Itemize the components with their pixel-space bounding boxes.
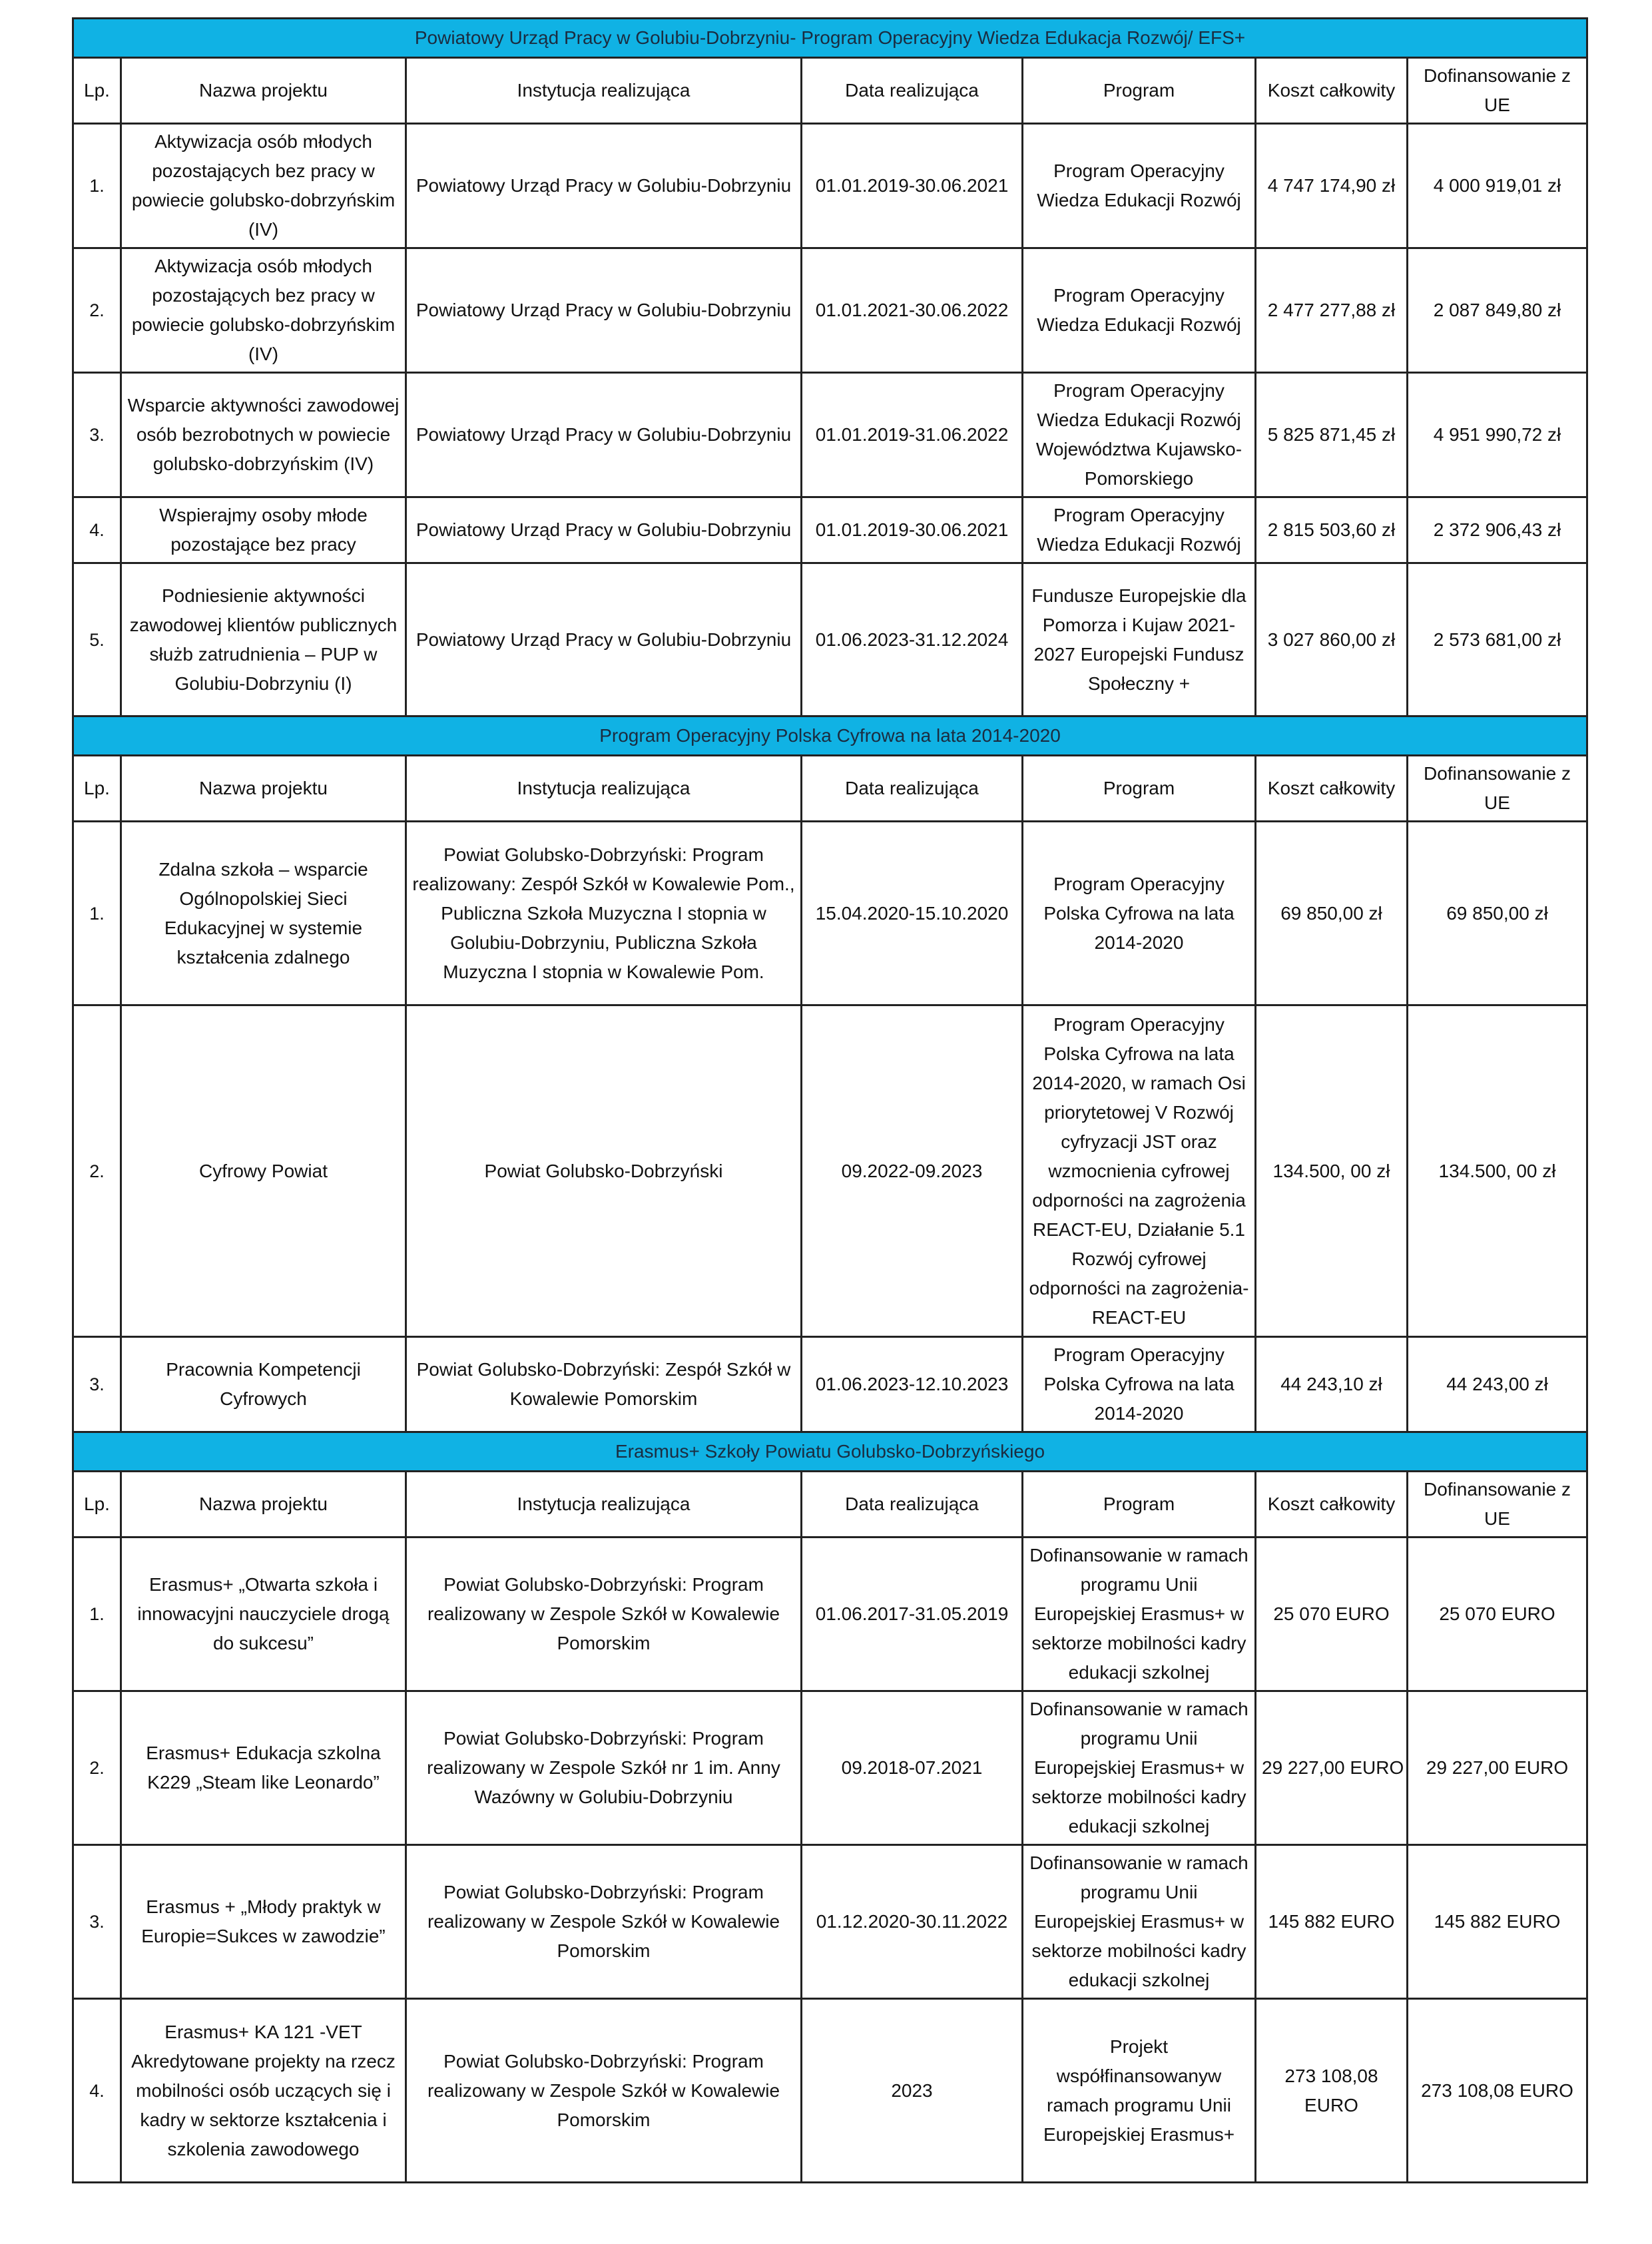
cell-institution: Powiatowy Urząd Pracy w Golubiu-Dobrzyniu <box>406 124 802 248</box>
table-row <box>73 822 1587 1005</box>
cell-total-cost: 2 815 503,60 zł <box>1256 497 1408 563</box>
cell-lp: 2. <box>73 1691 121 1845</box>
section-banner-row <box>73 1432 1587 1472</box>
column-header-eu-funding: Dofinansowanie z UE <box>1408 1472 1587 1538</box>
cell-total-cost: 145 882 EURO <box>1256 1845 1408 1999</box>
cell-eu-funding: 2 573 681,00 zł <box>1408 563 1587 716</box>
cell-total-cost: 5 825 871,45 zł <box>1256 373 1408 497</box>
cell-institution: Powiat Golubsko-Dobrzyński: Program realizowany w Zespole Szkół w Kowalewie Pomorskim <box>406 1538 802 1691</box>
cell-lp: 2. <box>73 1005 121 1337</box>
column-header-program: Program <box>1023 1472 1256 1538</box>
cell-name: Podniesienie aktywności zawodowej klientów publicznych służb zatrudnienia – PUP w Golubiu-Dobrzyniu (I) <box>121 563 406 716</box>
cell-eu-funding: 29 227,00 EURO <box>1408 1691 1587 1845</box>
cell-program: Dofinansowanie w ramach programu Unii Europejskiej Erasmus+ w sektorze mobilności kadry edukacji szkolnej <box>1023 1538 1256 1691</box>
table-row <box>73 1337 1587 1432</box>
cell-total-cost: 4 747 174,90 zł <box>1256 124 1408 248</box>
cell-eu-funding: 4 000 919,01 zł <box>1408 124 1587 248</box>
cell-date: 01.01.2019-31.06.2022 <box>802 373 1023 497</box>
cell-institution: Powiatowy Urząd Pracy w Golubiu-Dobrzyniu <box>406 373 802 497</box>
table-row <box>73 1999 1587 2183</box>
cell-name: Erasmus+ KA 121 -VET Akredytowane projekty na rzecz mobilności osób uczących się i kadry w sektorze kształcenia i szkolenia zawodowego <box>121 1999 406 2183</box>
cell-program: Fundusze Europejskie dla Pomorza i Kujaw 2021-2027 Europejski Fundusz Społeczny + <box>1023 563 1256 716</box>
section-title: Program Operacyjny Polska Cyfrowa na lata 2014-2020 <box>73 716 1587 756</box>
cell-total-cost: 273 108,08 EURO <box>1256 1999 1408 2183</box>
cell-name: Cyfrowy Powiat <box>121 1005 406 1337</box>
cell-eu-funding: 2 372 906,43 zł <box>1408 497 1587 563</box>
cell-name: Wspierajmy osoby młode pozostające bez pracy <box>121 497 406 563</box>
cell-lp: 5. <box>73 563 121 716</box>
cell-total-cost: 29 227,00 EURO <box>1256 1691 1408 1845</box>
cell-lp: 4. <box>73 497 121 563</box>
cell-name: Aktywizacja osób młodych pozostających bez pracy w powiecie golubsko-dobrzyńskim (IV) <box>121 124 406 248</box>
table-row <box>73 1691 1587 1845</box>
cell-name: Erasmus+ Edukacja szkolna K229 „Steam like Leonardo” <box>121 1691 406 1845</box>
cell-program: Program Operacyjny Wiedza Edukacji Rozwój Województwa Kujawsko-Pomorskiego <box>1023 373 1256 497</box>
cell-lp: 3. <box>73 1845 121 1999</box>
cell-institution: Powiat Golubsko-Dobrzyński: Zespół Szkół w Kowalewie Pomorskim <box>406 1337 802 1432</box>
header-row <box>73 58 1587 124</box>
cell-date: 09.2022-09.2023 <box>802 1005 1023 1337</box>
column-header-institution: Instytucja realizująca <box>406 1472 802 1538</box>
column-header-program: Program <box>1023 756 1256 822</box>
cell-lp: 3. <box>73 373 121 497</box>
cell-date: 01.01.2019-30.06.2021 <box>802 124 1023 248</box>
cell-total-cost: 44 243,10 zł <box>1256 1337 1408 1432</box>
column-header-name: Nazwa projektu <box>121 1472 406 1538</box>
cell-program: Dofinansowanie w ramach programu Unii Europejskiej Erasmus+ w sektorze mobilności kadry edukacji szkolnej <box>1023 1691 1256 1845</box>
table-body <box>73 19 1587 2183</box>
section-title: Powiatowy Urząd Pracy w Golubiu-Dobrzyniu- Program Operacyjny Wiedza Edukacja Rozwój/ EFS+ <box>73 19 1587 58</box>
cell-date: 01.06.2023-31.12.2024 <box>802 563 1023 716</box>
table-row <box>73 1845 1587 1999</box>
cell-date: 01.06.2023-12.10.2023 <box>802 1337 1023 1432</box>
cell-eu-funding: 4 951 990,72 zł <box>1408 373 1587 497</box>
projects-table <box>72 17 1588 2183</box>
cell-name: Pracownia Kompetencji Cyfrowych <box>121 1337 406 1432</box>
cell-date: 2023 <box>802 1999 1023 2183</box>
cell-name: Wsparcie aktywności zawodowej osób bezrobotnych w powiecie golubsko-dobrzyńskim (IV) <box>121 373 406 497</box>
section-banner-row <box>73 716 1587 756</box>
column-header-date: Data realizująca <box>802 58 1023 124</box>
table-row <box>73 563 1587 716</box>
header-row <box>73 756 1587 822</box>
table-row <box>73 497 1587 563</box>
column-header-eu-funding: Dofinansowanie z UE <box>1408 58 1587 124</box>
cell-name: Erasmus + „Młody praktyk w Europie=Sukces w zawodzie” <box>121 1845 406 1999</box>
column-header-date: Data realizująca <box>802 1472 1023 1538</box>
column-header-total-cost: Koszt całkowity <box>1256 756 1408 822</box>
cell-lp: 1. <box>73 124 121 248</box>
projects-document <box>72 17 1586 2183</box>
cell-total-cost: 2 477 277,88 zł <box>1256 248 1408 373</box>
cell-total-cost: 25 070 EURO <box>1256 1538 1408 1691</box>
cell-eu-funding: 25 070 EURO <box>1408 1538 1587 1691</box>
column-header-lp: Lp. <box>73 756 121 822</box>
cell-eu-funding: 44 243,00 zł <box>1408 1337 1587 1432</box>
cell-eu-funding: 2 087 849,80 zł <box>1408 248 1587 373</box>
cell-program: Program Operacyjny Wiedza Edukacji Rozwój <box>1023 124 1256 248</box>
cell-date: 01.12.2020-30.11.2022 <box>802 1845 1023 1999</box>
cell-name: Erasmus+ „Otwarta szkoła i innowacyjni nauczyciele drogą do sukcesu” <box>121 1538 406 1691</box>
cell-lp: 3. <box>73 1337 121 1432</box>
cell-eu-funding: 273 108,08 EURO <box>1408 1999 1587 2183</box>
cell-eu-funding: 69 850,00 zł <box>1408 822 1587 1005</box>
table-row <box>73 1005 1587 1337</box>
cell-lp: 2. <box>73 248 121 373</box>
column-header-date: Data realizująca <box>802 756 1023 822</box>
cell-institution: Powiat Golubsko-Dobrzyński <box>406 1005 802 1337</box>
column-header-program: Program <box>1023 58 1256 124</box>
cell-institution: Powiatowy Urząd Pracy w Golubiu-Dobrzyniu <box>406 563 802 716</box>
table-row <box>73 248 1587 373</box>
cell-total-cost: 134.500, 00 zł <box>1256 1005 1408 1337</box>
cell-date: 01.01.2021-30.06.2022 <box>802 248 1023 373</box>
column-header-institution: Instytucja realizująca <box>406 756 802 822</box>
cell-program: Program Operacyjny Wiedza Edukacji Rozwój <box>1023 248 1256 373</box>
column-header-lp: Lp. <box>73 58 121 124</box>
column-header-total-cost: Koszt całkowity <box>1256 58 1408 124</box>
column-header-name: Nazwa projektu <box>121 58 406 124</box>
cell-name: Zdalna szkoła – wsparcie Ogólnopolskiej Sieci Edukacyjnej w systemie kształcenia zdalnego <box>121 822 406 1005</box>
table-row <box>73 373 1587 497</box>
cell-lp: 4. <box>73 1999 121 2183</box>
cell-total-cost: 69 850,00 zł <box>1256 822 1408 1005</box>
cell-program: Projekt współfinansowanyw ramach programu Unii Europejskiej Erasmus+ <box>1023 1999 1256 2183</box>
cell-program: Program Operacyjny Polska Cyfrowa na lata 2014-2020 <box>1023 1337 1256 1432</box>
cell-program: Program Operacyjny Wiedza Edukacji Rozwój <box>1023 497 1256 563</box>
section-banner-row <box>73 19 1587 58</box>
cell-eu-funding: 134.500, 00 zł <box>1408 1005 1587 1337</box>
cell-date: 09.2018-07.2021 <box>802 1691 1023 1845</box>
cell-date: 01.06.2017-31.05.2019 <box>802 1538 1023 1691</box>
cell-program: Program Operacyjny Polska Cyfrowa na lata 2014-2020, w ramach Osi priorytetowej V Rozwój cyfryzacji JST oraz wzmocnienia cyfrowej odporności na zagrożenia REACT-EU, Działanie 5.1 Rozwój cyfrowej odporności na zagrożenia-REACT-EU <box>1023 1005 1256 1337</box>
column-header-eu-funding: Dofinansowanie z UE <box>1408 756 1587 822</box>
cell-program: Dofinansowanie w ramach programu Unii Europejskiej Erasmus+ w sektorze mobilności kadry edukacji szkolnej <box>1023 1845 1256 1999</box>
cell-date: 01.01.2019-30.06.2021 <box>802 497 1023 563</box>
cell-date: 15.04.2020-15.10.2020 <box>802 822 1023 1005</box>
column-header-total-cost: Koszt całkowity <box>1256 1472 1408 1538</box>
cell-program: Program Operacyjny Polska Cyfrowa na lata 2014-2020 <box>1023 822 1256 1005</box>
cell-name: Aktywizacja osób młodych pozostających bez pracy w powiecie golubsko-dobrzyńskim (IV) <box>121 248 406 373</box>
cell-institution: Powiat Golubsko-Dobrzyński: Program realizowany w Zespole Szkół nr 1 im. Anny Wazówny w Golubiu-Dobrzyniu <box>406 1691 802 1845</box>
cell-eu-funding: 145 882 EURO <box>1408 1845 1587 1999</box>
cell-lp: 1. <box>73 822 121 1005</box>
header-row <box>73 1472 1587 1538</box>
column-header-name: Nazwa projektu <box>121 756 406 822</box>
cell-institution: Powiatowy Urząd Pracy w Golubiu-Dobrzyniu <box>406 248 802 373</box>
column-header-institution: Instytucja realizująca <box>406 58 802 124</box>
cell-institution: Powiatowy Urząd Pracy w Golubiu-Dobrzyniu <box>406 497 802 563</box>
section-title: Erasmus+ Szkoły Powiatu Golubsko-Dobrzyńskiego <box>73 1432 1587 1472</box>
cell-institution: Powiat Golubsko-Dobrzyński: Program realizowany w Zespole Szkół w Kowalewie Pomorskim <box>406 1845 802 1999</box>
table-row <box>73 1538 1587 1691</box>
cell-institution: Powiat Golubsko-Dobrzyński: Program realizowany: Zespół Szkół w Kowalewie Pom., Publiczna Szkoła Muzyczna I stopnia w Golubiu-Dobrzyniu, Publiczna Szkoła Muzyczna I stopnia w Kowalewie Pom. <box>406 822 802 1005</box>
cell-lp: 1. <box>73 1538 121 1691</box>
column-header-lp: Lp. <box>73 1472 121 1538</box>
table-row <box>73 124 1587 248</box>
cell-institution: Powiat Golubsko-Dobrzyński: Program realizowany w Zespole Szkół w Kowalewie Pomorskim <box>406 1999 802 2183</box>
cell-total-cost: 3 027 860,00 zł <box>1256 563 1408 716</box>
